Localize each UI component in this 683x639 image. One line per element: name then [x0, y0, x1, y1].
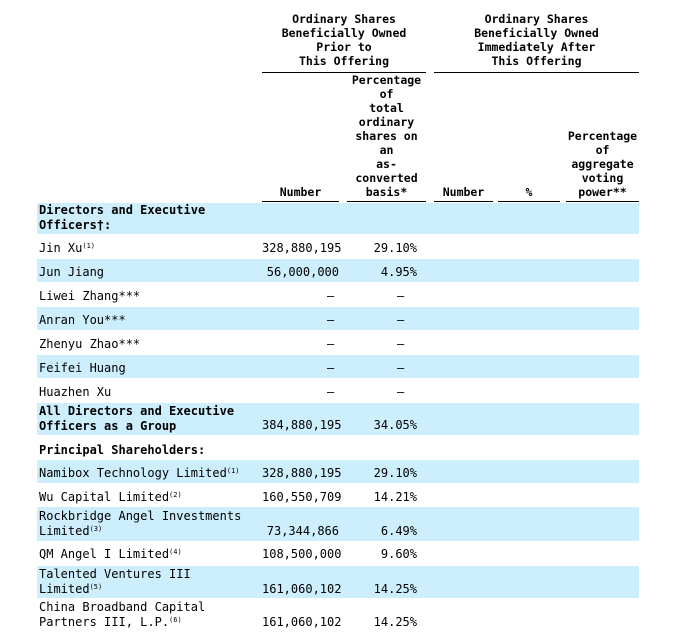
section-principal: Principal Shareholders:: [39, 443, 206, 457]
footnote-ref: (2): [169, 491, 182, 499]
section-directors: Directors and Executive Officers†:: [39, 203, 206, 232]
header-number: Number: [279, 185, 322, 199]
row-number: —: [327, 289, 335, 303]
row-number: —: [327, 385, 335, 399]
band: [37, 355, 639, 378]
footnote-ref: (1): [226, 467, 240, 475]
row-number: 161,060,102: [262, 582, 342, 596]
row-pct: 14.25%: [373, 582, 417, 596]
row-name: Huazhen Xu: [39, 385, 112, 399]
row-pct: 34.05%: [373, 418, 417, 432]
row-name: Anran You***: [39, 313, 126, 327]
footnote-ref: (3): [89, 525, 103, 533]
row-pct: 14.21%: [373, 490, 417, 504]
row-number: —: [327, 313, 335, 327]
header-pct-after: %: [525, 185, 533, 199]
row-name: Talented Ventures III Limited: [39, 567, 191, 596]
row-pct: —: [397, 361, 405, 375]
row-number: —: [327, 361, 335, 375]
row-pct: 9.60%: [380, 547, 417, 561]
row-name: Feifei Huang: [39, 361, 126, 375]
row-number: 328,880,195: [262, 466, 342, 480]
footnote-ref: (5): [89, 583, 103, 591]
header-number-after: Number: [442, 185, 485, 199]
row-number: 73,344,866: [266, 524, 339, 538]
row-name: China Broadband Capital Partners III, L.P.: [39, 600, 206, 629]
row-number: —: [327, 337, 335, 351]
row-name: QM Angel I Limited: [39, 547, 170, 561]
row-name: Namibox Technology Limited: [39, 466, 227, 480]
rule-col-pct-voting: [566, 201, 639, 202]
row-pct: 4.95%: [380, 265, 417, 279]
rule-col-number: [262, 201, 339, 202]
row-name: Jun Jiang: [39, 265, 105, 279]
row-number: 384,880,195: [262, 418, 342, 432]
row-name: Rockbridge Angel Investments Limited: [39, 509, 242, 538]
footnote-ref: (1): [82, 242, 96, 250]
row-pct: 29.10%: [373, 466, 417, 480]
row-name: Zhenyu Zhao***: [39, 337, 141, 351]
row-name: Wu Capital Limited: [39, 490, 170, 504]
footnote-ref: (6): [169, 616, 182, 624]
header-prior-offering: Ordinary Shares Beneficially Owned Prior to This Offering: [281, 12, 407, 68]
row-number: 160,550,709: [262, 490, 342, 504]
row-pct: —: [397, 337, 405, 351]
row-pct: —: [397, 289, 405, 303]
row-number: 161,060,102: [262, 615, 342, 629]
rule-after: [434, 72, 639, 73]
row-number: 328,880,195: [262, 241, 342, 255]
row-name: Liwei Zhang***: [39, 289, 141, 303]
section-all-directors: All Directors and Executive Officers as a Group: [39, 404, 235, 433]
row-number: 56,000,000: [266, 265, 339, 279]
row-pct: 6.49%: [380, 524, 417, 538]
header-pct-voting: Percentage of aggregate voting power**: [567, 129, 638, 199]
rule-col-pct-after: [498, 201, 560, 202]
rule-col-pct-total: [347, 201, 426, 202]
row-pct: —: [397, 385, 405, 399]
rule-col-number-after: [434, 201, 493, 202]
header-after-offering: Ordinary Shares Beneficially Owned Immediately After This Offering: [474, 12, 599, 68]
row-name: Jin Xu: [39, 241, 83, 255]
row-pct: —: [397, 313, 405, 327]
band: [37, 307, 639, 330]
row-pct: 14.25%: [373, 615, 417, 629]
header-pct-total: Percentage of total ordinary shares on an as- converted basis*: [351, 73, 422, 199]
footnote-ref: (4): [169, 548, 182, 556]
row-pct: 29.10%: [373, 241, 417, 255]
row-number: 108,500,000: [262, 547, 342, 561]
